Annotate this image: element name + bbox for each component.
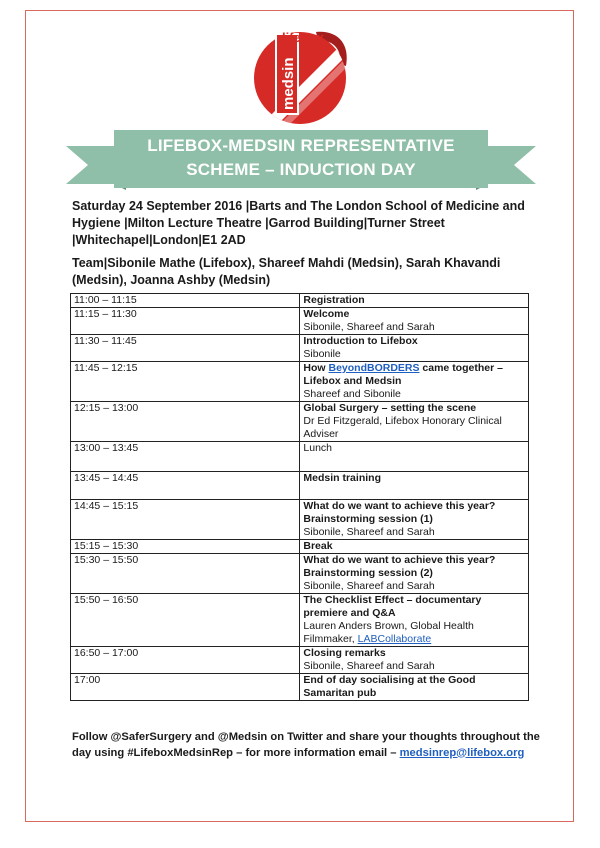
item-title: Closing remarks [303,647,386,659]
table-row [71,308,529,335]
table-row [71,335,529,362]
item-title: What do we want to achieve this year? Brainstorming session (1) [303,500,496,525]
table-row [71,647,529,674]
team-info: Team|Sibonile Mathe (Lifebox), Shareef Mahdi (Medsin), Sarah Khavandi (Medsin), Joanna Ashby (Medsin) [72,256,501,287]
time-cell: 16:50 – 17:00 [71,647,300,674]
table-row [71,500,529,540]
table-row [71,294,529,308]
email-link[interactable]: medsinrep@lifebox.org [399,746,525,759]
item-presenters: Sibonile, Shareef and Sarah [303,526,435,538]
lifebox-medsin-logo [246,20,354,128]
item-title: End of day socialising at the Good Samaritan pub [303,674,476,699]
table-row [71,472,529,500]
item-presenters: Shareef and Sibonile [303,388,401,400]
schedule-table [70,293,529,701]
time-cell: 13:45 – 14:45 [71,472,300,500]
time-cell: 11:45 – 12:15 [71,362,300,402]
item-title: Introduction to Lifebox [303,335,418,347]
time-cell: 15:50 – 16:50 [71,594,300,647]
footer-text [72,730,542,761]
table-row [71,402,529,442]
time-cell: 14:45 – 15:15 [71,500,300,540]
time-cell: 13:00 – 13:45 [71,442,300,472]
beyondborders-link[interactable]: BeyondBORDERS [328,362,420,374]
desc-cell [300,308,529,335]
desc-cell [300,500,529,540]
item-title: Break [303,540,333,552]
item-title-suffix: came together – Lifebox and Medsin [303,362,503,387]
item-title: Global Surgery – setting the scene [303,402,477,414]
time-cell: 15:30 – 15:50 [71,554,300,594]
banner-title [126,134,476,188]
desc-cell [300,402,529,442]
time-cell: 15:15 – 15:30 [71,540,300,554]
desc-cell [300,362,529,402]
item-presenters-text: Lauren Anders Brown, Global Health Filmmaker, [303,620,474,645]
time-cell: 17:00 [71,674,300,701]
logo-top-text: lifebox [282,30,324,45]
time-cell: 11:00 – 11:15 [71,294,300,308]
item-title: Welcome [303,308,350,320]
desc-cell [300,442,529,472]
desc-cell [300,674,529,701]
banner-title-line1: LIFEBOX-MEDSIN REPRESENTATIVE [147,136,455,155]
event-details: Saturday 24 September 2016 |Barts and The London School of Medicine and Hygiene |Milton Lecture Theatre |Garrod Building|Turner Street |Whitechapel|London|E1 2AD [72,199,525,247]
table-row [71,594,529,647]
item-presenters: Sibonile, Shareef and Sarah [303,660,435,672]
logo-side-text: medsin [280,57,297,110]
labcollaborate-link[interactable]: LABCollaborate [357,633,432,645]
desc-cell [300,554,529,594]
title-banner [66,128,536,192]
item-presenters: Sibonile, Shareef and Sarah [303,321,435,333]
desc-cell [300,335,529,362]
desc-cell [300,647,529,674]
item-presenters [303,620,525,646]
logo-graphic [246,20,354,128]
item-title: The Checklist Effect – documentary premiere and Q&A [303,594,482,619]
desc-cell [300,294,529,308]
table-row [71,362,529,402]
table-row [71,442,529,472]
item-presenters: Sibonile, Shareef and Sarah [303,580,435,592]
time-cell: 11:30 – 11:45 [71,335,300,362]
desc-cell [300,594,529,647]
time-cell: 11:15 – 11:30 [71,308,300,335]
banner-title-line2: SCHEME – INDUCTION DAY [186,160,416,179]
item-presenters: Lunch [303,442,332,454]
time-cell: 12:15 – 13:00 [71,402,300,442]
item-title: Registration [303,294,365,306]
footer-message: Follow @SaferSurgery and @Medsin on Twitter and share your thoughts throughout the day using #LifeboxMedsinRep – for more information email – [72,731,540,759]
table-row [71,554,529,594]
desc-cell [300,540,529,554]
item-presenters: Sibonile [303,348,341,360]
table-row [71,540,529,554]
item-presenters: Dr Ed Fitzgerald, Lifebox Honorary Clinical Adviser [303,415,502,440]
table-row [71,674,529,701]
desc-cell [300,472,529,500]
item-title [303,362,525,388]
item-title-prefix: How [303,362,329,374]
item-title: Medsin training [303,472,381,484]
item-title: What do we want to achieve this year? Brainstorming session (2) [303,554,496,579]
